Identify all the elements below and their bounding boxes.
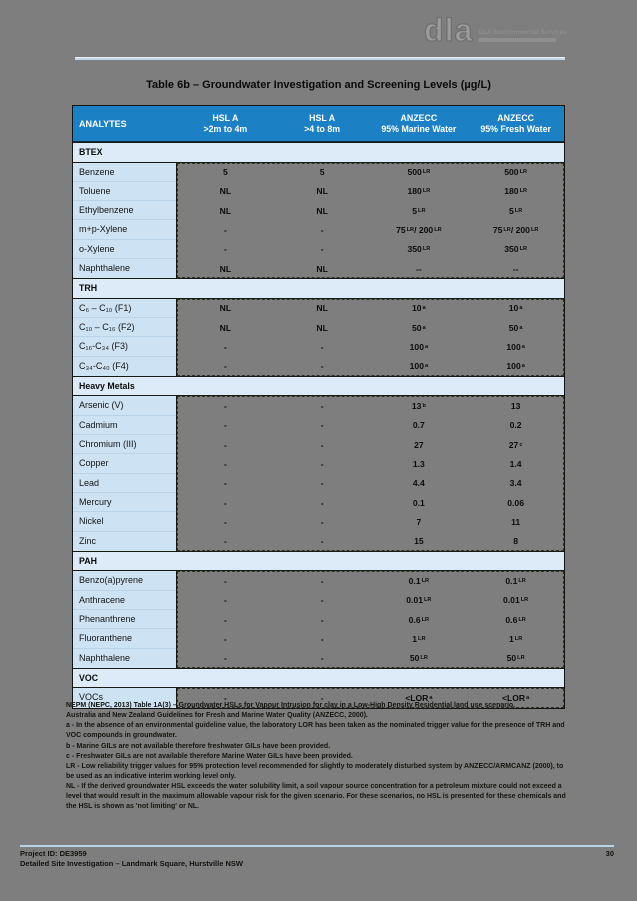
value-cell — [274, 357, 371, 376]
value-text: - — [320, 536, 324, 547]
analyte-name: Benzene — [73, 163, 176, 182]
footnotes-block — [66, 701, 571, 813]
value-cell — [274, 201, 371, 220]
value-text: NL — [316, 205, 328, 216]
value-cell — [371, 259, 468, 278]
value-text: 0.1 — [412, 497, 425, 508]
section-body-btex — [73, 163, 564, 279]
value-cell — [371, 512, 468, 531]
value-text: <LOR — [405, 692, 429, 703]
value-text: - — [320, 439, 324, 450]
analyte-name: Ethylbenzene — [73, 201, 176, 220]
column-header-line2: 95% Fresh Water — [480, 123, 551, 134]
value-text: 0.01 — [406, 595, 423, 606]
value-text: 1.4 — [509, 459, 522, 469]
analyte-name: C₃₄-C₄₀ (F4) — [79, 360, 129, 371]
value-cell — [274, 337, 371, 356]
value-cell — [177, 610, 274, 629]
page-footer — [20, 845, 614, 868]
dla-logo-wordmark: dla — [424, 12, 474, 48]
value-cell: 350 LR — [407, 244, 431, 255]
value-cell — [274, 474, 371, 493]
value-cell — [467, 532, 564, 551]
value-text: - — [320, 497, 324, 508]
value-cell: 10 a — [412, 303, 426, 314]
footer-project-id: Project ID: DE3959 — [20, 849, 87, 858]
value-cell — [371, 493, 468, 512]
values-block — [177, 571, 564, 667]
value-cell — [274, 259, 371, 278]
section-header-voc: VOC — [73, 668, 564, 689]
column-header-line1: HSL A — [309, 112, 336, 123]
table-body — [73, 142, 564, 708]
value-cell: 0.1 LR — [505, 575, 526, 586]
value-cell: 75 LR / 200 LR — [396, 225, 442, 236]
value-text: 180 — [504, 186, 519, 197]
value-text: <LOR — [501, 692, 526, 703]
analyte-name: C₁₆-C₃₄ (F3) — [73, 337, 176, 356]
value-cell — [177, 182, 274, 201]
value-text: / 200 — [510, 225, 530, 236]
footnote: b - Marine GILs are not available therefore freshwater GILs have been provided. — [66, 742, 331, 750]
value-cell: 50 LR — [506, 653, 525, 664]
value-text: NL — [219, 322, 232, 333]
value-text: - — [223, 536, 227, 547]
value-text: 500 — [504, 167, 519, 178]
value-cell — [177, 163, 274, 182]
value-text: NL — [219, 303, 232, 314]
value-cell — [274, 318, 371, 337]
value-cell: 100 a — [506, 361, 525, 372]
value-text: - — [320, 342, 324, 353]
value-cell — [274, 512, 371, 531]
table-title: Table 6b – Groundwater Investigation and Screening Levels (µg/L) — [146, 79, 491, 91]
value-cell: 50 a — [508, 322, 523, 333]
section-header-btex: BTEX — [73, 142, 564, 163]
analyte-name: Anthracene — [73, 591, 176, 610]
value-cell — [467, 454, 564, 473]
value-text: 5 — [509, 205, 514, 216]
value-text: - — [320, 244, 324, 255]
analyte-name: VOCs — [79, 692, 104, 703]
value-cell — [177, 532, 274, 551]
value-text: - — [223, 225, 227, 236]
analyte-name-column — [73, 571, 177, 667]
value-cell — [177, 629, 274, 648]
value-cell — [177, 512, 274, 531]
column-header-hsl-2-4m — [177, 106, 274, 141]
value-cell — [371, 435, 468, 454]
value-text: / 200 — [414, 225, 434, 236]
value-cell: 0.6 LR — [408, 614, 430, 625]
logo-tagline-smudge — [478, 38, 556, 42]
analyte-name-column — [73, 396, 177, 550]
value-text: NL — [316, 263, 328, 274]
analyte-name: Fluoranthene — [73, 629, 176, 648]
value-cell — [177, 454, 274, 473]
value-text: 5 — [319, 167, 325, 178]
value-cell — [274, 571, 371, 590]
value-text: - — [320, 459, 324, 469]
value-text: 350 — [504, 244, 519, 255]
value-cell: 50 a — [412, 322, 426, 333]
value-cell — [274, 610, 371, 629]
column-header-line1: HSL A — [212, 112, 239, 123]
footer-page-number: 30 — [605, 849, 614, 858]
column-header-anzecc-marine — [371, 106, 468, 141]
value-text: 13 — [411, 401, 422, 412]
value-text: - — [223, 692, 227, 703]
value-text: 0.06 — [507, 497, 524, 508]
value-cell — [371, 454, 468, 473]
footnote: NEPM (NEPC, 2013) Table 1A(3) – Groundwater HSLs for Vapour Intrusion for clay in a Low-High Density Residential land use scenario. — [66, 702, 516, 709]
logo-company-name: DLA Environmental Services — [478, 28, 567, 36]
value-cell — [467, 396, 564, 415]
analyte-name: Mercury — [73, 493, 176, 512]
value-cell — [177, 396, 274, 415]
value-cell: 350 LR — [504, 244, 528, 255]
value-text: 7 — [416, 516, 422, 527]
value-cell: 500 LR — [407, 167, 431, 178]
value-text: 500 — [407, 167, 422, 178]
value-text: 3.4 — [509, 478, 522, 489]
footnote: Australia and New Zealand Guidelines for Fresh and Marine Water Quality (ANZECC, 2000). — [66, 712, 368, 720]
value-text: 0.1 — [408, 575, 421, 586]
value-cell — [177, 357, 274, 376]
value-text: 27 — [508, 439, 519, 450]
value-cell — [274, 416, 371, 435]
value-cell — [274, 454, 371, 473]
value-cell — [371, 532, 468, 551]
value-cell: 5 LR — [412, 205, 426, 216]
value-cell: 27 c — [508, 439, 523, 450]
value-cell: 0.1 LR — [408, 575, 430, 586]
value-text: - — [320, 633, 324, 644]
analyte-name: Chromium (III) — [73, 435, 176, 454]
value-text: NL — [219, 205, 232, 216]
analyte-name: Naphthalene — [79, 262, 131, 273]
value-cell: 100 a — [409, 361, 429, 372]
value-cell — [467, 512, 564, 531]
analyte-name: Phenanthrene — [73, 610, 176, 629]
value-text: 0.7 — [412, 420, 425, 431]
value-text: 0.1 — [505, 575, 518, 586]
column-header-line2: >4 to 8m — [304, 123, 341, 134]
value-text: - — [223, 633, 227, 644]
value-text: 15 — [414, 536, 424, 547]
value-cell — [467, 474, 564, 493]
value-cell — [274, 649, 371, 668]
value-text: 1 — [509, 633, 514, 644]
analyte-name: Benzo(a)pyrene — [73, 571, 176, 590]
value-cell: 5 LR — [509, 205, 523, 216]
value-text: 1 — [412, 633, 418, 644]
footnote: c - Freshwater GILs are not available therefore Marine Water GILs have been provided. — [66, 752, 353, 760]
logo-text-block — [478, 29, 567, 44]
value-text: - — [320, 478, 324, 489]
section-body-pah — [73, 571, 564, 667]
section-body-heavy-metals — [73, 396, 564, 550]
value-text: - — [223, 342, 227, 353]
value-text: 50 — [506, 653, 517, 664]
value-text: 100 — [409, 342, 424, 353]
value-text: 8 — [513, 536, 519, 547]
value-cell: 10 a — [508, 303, 523, 314]
value-text: - — [223, 420, 227, 431]
value-text: - — [320, 361, 324, 372]
value-cell — [274, 435, 371, 454]
value-cell — [177, 337, 274, 356]
footnote: NL - If the derived groundwater HSL exceeds the water solubility limit, a soil vapour source concentration for a petroleum mixture could not exceed a level that would result in the maximum allowable vapour risk for the given scenario. For these scenarios, no HSL is presented for these chemicals and the HSL is shown as 'not limiting' or NL. — [66, 783, 566, 811]
value-text: - — [223, 361, 227, 372]
value-text: - — [223, 478, 227, 489]
value-text: 180 — [407, 186, 422, 197]
section-header-trh: TRH — [73, 278, 564, 299]
value-text: 0.01 — [503, 595, 520, 606]
table-header-row — [73, 106, 564, 142]
value-cell — [274, 240, 371, 259]
value-text: - — [223, 439, 227, 450]
analyte-name-column — [73, 163, 177, 279]
header-rule — [75, 57, 565, 60]
value-cell: 100 a — [409, 342, 429, 353]
value-text: - — [223, 653, 227, 664]
value-text: -- — [416, 263, 422, 274]
analyte-name: Toluene — [73, 182, 176, 201]
analyte-name-column — [73, 299, 177, 376]
value-text: - — [320, 653, 324, 664]
value-text: 5 — [222, 167, 228, 178]
value-text: - — [223, 401, 227, 412]
value-text: 11 — [511, 516, 521, 527]
value-text: - — [320, 516, 324, 527]
value-cell — [177, 435, 274, 454]
column-header-line1: ANZECC — [400, 112, 438, 123]
value-text: - — [223, 497, 227, 508]
value-cell — [177, 220, 274, 239]
analyte-name: o-Xylene — [73, 240, 176, 259]
value-cell — [177, 299, 274, 318]
value-cell — [274, 182, 371, 201]
value-text: - — [223, 459, 227, 469]
section-body-trh — [73, 299, 564, 376]
value-text: - — [223, 614, 227, 625]
value-text: - — [320, 401, 324, 412]
value-cell: 0.01 LR — [503, 595, 529, 606]
value-cell — [177, 571, 274, 590]
footnote: LR - Low reliability trigger values for 95% protection level recommended for slightly to moderately disturbed system by ANZECC/ARMCANZ (2000), to be used as an indicative interim working level only. — [66, 762, 564, 780]
value-cell — [177, 474, 274, 493]
analyte-name: Lead — [73, 474, 176, 493]
analyte-name: C₆ – C₁₀ (F1) — [73, 299, 176, 318]
value-cell — [467, 416, 564, 435]
value-cell — [467, 259, 564, 278]
value-cell — [177, 201, 274, 220]
values-block — [177, 163, 564, 279]
value-cell — [177, 318, 274, 337]
value-text: NL — [316, 303, 328, 314]
value-cell: <LOR a — [405, 692, 433, 703]
value-cell: 100 a — [506, 342, 525, 353]
analyte-name: Cadmium — [73, 416, 176, 435]
value-text: - — [320, 420, 324, 431]
value-cell — [274, 532, 371, 551]
value-text: 50 — [409, 653, 420, 664]
column-header-line2: >2m to 4m — [203, 123, 248, 134]
value-cell — [274, 493, 371, 512]
values-block — [177, 396, 564, 550]
value-cell: 180 LR — [407, 186, 431, 197]
value-text: 27 — [414, 439, 424, 450]
value-cell — [274, 629, 371, 648]
column-header-hsl-4-8m — [274, 106, 371, 141]
value-text: NL — [316, 186, 328, 197]
value-text: - — [320, 595, 324, 606]
value-text: 0.6 — [408, 614, 421, 625]
column-header-line2: 95% Marine Water — [381, 123, 457, 134]
analyte-name: Nickel — [73, 512, 176, 531]
analyte-name: Zinc — [79, 535, 97, 546]
value-text: 4.4 — [412, 478, 425, 489]
value-cell: 1 LR — [509, 633, 523, 644]
value-text: 75 — [492, 225, 503, 236]
analyte-name: m+p-Xylene — [73, 220, 176, 239]
value-cell — [274, 591, 371, 610]
value-text: -- — [512, 263, 519, 274]
value-text: NL — [316, 322, 328, 333]
value-text: 75 — [396, 225, 406, 236]
value-text: 10 — [412, 303, 422, 314]
value-cell — [274, 163, 371, 182]
value-cell — [371, 416, 468, 435]
value-cell — [274, 299, 371, 318]
footnote: a - In the absence of an environmental guideline value, the laboratory LOR has been taken as the nominated trigger value for the presence of TRH and VOC compounds in groundwater. — [66, 722, 565, 740]
value-cell: 180 LR — [504, 186, 528, 197]
value-text: 0.6 — [505, 614, 518, 625]
value-text: - — [223, 595, 227, 606]
value-cell: <LOR a — [501, 692, 530, 703]
value-text: 100 — [506, 342, 521, 353]
value-cell: 1 LR — [412, 633, 426, 644]
value-cell — [177, 649, 274, 668]
value-text: - — [223, 516, 227, 527]
value-cell — [177, 416, 274, 435]
value-text: 13 — [510, 401, 521, 412]
value-cell: 0.01 LR — [406, 595, 432, 606]
value-text: 100 — [506, 361, 521, 372]
column-header-line1: ANZECC — [497, 112, 534, 123]
column-header-anzecc-fresh — [467, 106, 564, 141]
value-text: - — [320, 614, 324, 625]
value-cell — [177, 240, 274, 259]
value-text: - — [320, 575, 324, 586]
value-cell — [274, 220, 371, 239]
value-text: 5 — [412, 205, 418, 216]
value-cell: 75 LR / 200 LR — [492, 225, 539, 236]
analyte-name: Copper — [73, 454, 176, 473]
value-cell — [467, 493, 564, 512]
company-logo — [424, 12, 567, 48]
analyte-name: Arsenic (V) — [73, 396, 176, 415]
value-text: NL — [219, 186, 232, 197]
value-text: 50 — [412, 322, 422, 333]
value-text: 1.3 — [412, 459, 425, 469]
value-text: 100 — [409, 361, 424, 372]
value-cell: 0.6 LR — [505, 614, 526, 625]
section-header-pah: PAH — [73, 551, 564, 572]
value-text: 50 — [508, 322, 519, 333]
values-block — [177, 299, 564, 376]
value-cell: 13 b — [411, 401, 426, 412]
value-cell — [371, 474, 468, 493]
value-text: NL — [219, 263, 232, 274]
value-cell — [177, 259, 274, 278]
value-text: 10 — [508, 303, 519, 314]
value-cell — [177, 591, 274, 610]
value-cell — [274, 396, 371, 415]
value-cell: 50 LR — [409, 653, 428, 664]
value-cell — [177, 493, 274, 512]
groundwater-screening-table — [72, 105, 565, 709]
analyte-name: Naphthalene — [79, 652, 131, 663]
value-text: 0.2 — [509, 420, 522, 431]
value-text: - — [320, 692, 324, 703]
value-cell: 500 LR — [504, 167, 528, 178]
analyte-name: C₁₀ – C₁₆ (F2) — [73, 318, 176, 337]
value-text: - — [223, 575, 227, 586]
section-header-heavy-metals: Heavy Metals — [73, 376, 564, 397]
column-header-analytes: ANALYTES — [79, 118, 127, 129]
footer-report-title: Detailed Site Investigation – Landmark Square, Hurstville NSW — [20, 859, 243, 868]
value-text: 350 — [407, 244, 422, 255]
value-text: - — [320, 225, 324, 236]
value-text: - — [223, 244, 227, 255]
